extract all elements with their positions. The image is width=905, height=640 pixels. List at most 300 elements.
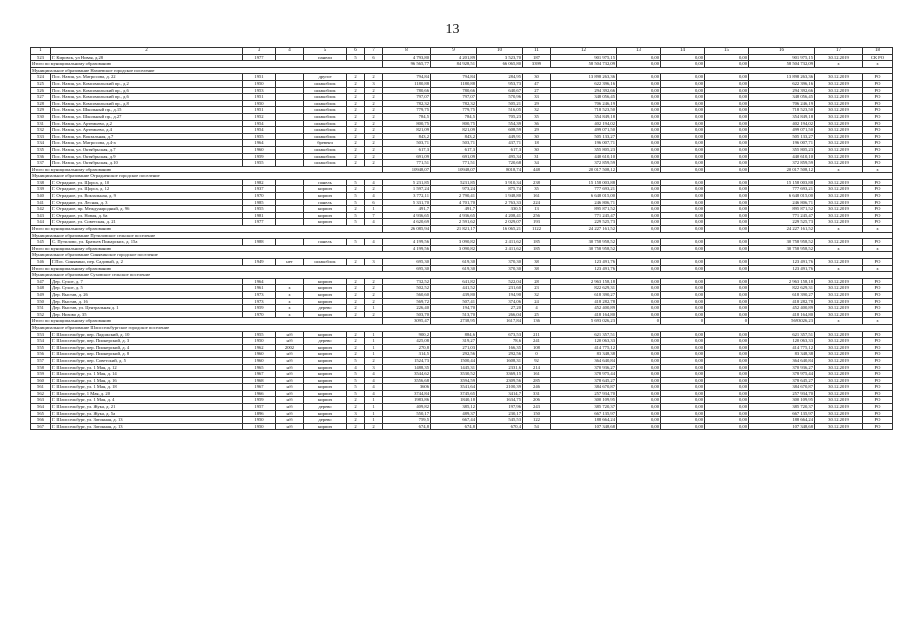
table-cell: шлакоблок: [304, 127, 347, 134]
table-cell: РО: [863, 285, 893, 292]
table-cell: 3414,7: [477, 390, 523, 397]
table-cell: 0,00: [705, 113, 749, 120]
table-cell: РО: [863, 107, 893, 114]
table-cell: 503,71: [383, 140, 431, 147]
table-cell: 505 133,27: [749, 133, 815, 140]
table-cell: 224: [523, 199, 551, 206]
table-cell: 107 348,68: [749, 423, 815, 430]
table-cell: 0,00: [705, 384, 749, 391]
table-cell: 566: [31, 417, 51, 424]
table-cell: 24: [523, 298, 551, 305]
table-cell: 1634,75: [477, 397, 523, 404]
table-cell: кирпич: [304, 219, 347, 226]
table-cell: 505,21: [477, 100, 523, 107]
table-cell: н/б: [276, 390, 304, 397]
table-cell: 161: [523, 371, 551, 378]
table-cell: РО: [863, 351, 893, 358]
table-cell: 2 790,41: [431, 193, 477, 200]
table-cell: Пос. Назия, ул. Октябрьская, д.10: [51, 160, 243, 167]
table-cell: 546: [31, 259, 51, 266]
table-cell: 2: [347, 80, 365, 87]
table-cell: н/б: [276, 364, 304, 371]
subtotal-cell: 370,30: [477, 265, 523, 272]
table-cell: 1180,88: [383, 80, 431, 87]
table-cell: 30.12.2019: [815, 140, 863, 147]
table-cell: 2: [347, 311, 365, 318]
table-cell: 618 390,27: [551, 291, 617, 298]
table-cell: 0,00: [661, 212, 705, 219]
subtotal-cell: 20 017 508,12: [551, 166, 617, 173]
table-cell: РО: [863, 80, 893, 87]
table-cell: Дер. Сухое, д. 5: [51, 285, 243, 292]
table-cell: 402 194,02: [749, 120, 815, 127]
table-row: [31, 351, 893, 358]
table-cell: 1 948,80: [477, 193, 523, 200]
table-cell: панели: [304, 54, 347, 61]
table-cell: 1: [365, 338, 383, 345]
table-cell: 0,00: [617, 113, 661, 120]
table-cell: [276, 87, 304, 94]
table-cell: 2: [365, 100, 383, 107]
table-cell: 378 975,44: [551, 371, 617, 378]
table-cell: Дер. Выстав, ул. Центральная д. 1: [51, 305, 243, 312]
table-cell: 364 640,84: [749, 357, 815, 364]
table-cell: 499 071,50: [749, 127, 815, 134]
table-cell: 30.12.2019: [815, 338, 863, 345]
subtotal-cell: 0,00: [617, 166, 661, 173]
subtotal-cell: 0: [661, 318, 705, 325]
table-cell: 640,67: [477, 87, 523, 94]
section-heading-row: [31, 324, 893, 331]
table-cell: 4 199,56: [383, 239, 431, 246]
table-cell: 1977: [243, 54, 276, 61]
table-cell: РО: [863, 87, 893, 94]
table-cell: дерево: [304, 338, 347, 345]
table-cell: 2: [347, 285, 365, 292]
table-cell: 372 859,59: [749, 160, 815, 167]
table-cell: 567: [31, 423, 51, 430]
table-cell: 194,70: [431, 305, 477, 312]
table-cell: 0,00: [705, 417, 749, 424]
table-cell: кирпич: [304, 410, 347, 417]
table-cell: Пос. Назия, ул. Школьный пр., д.15: [51, 107, 243, 114]
table-cell: 1950: [243, 80, 276, 87]
table-cell: 0,00: [705, 206, 749, 213]
table-cell: РО: [863, 113, 893, 120]
table-cell: 3: [347, 410, 365, 417]
table-row: [31, 390, 893, 397]
table-cell: РО: [863, 74, 893, 81]
table-cell: 314,5: [383, 351, 431, 358]
table-cell: 499 071,50: [551, 127, 617, 134]
table-row: [31, 371, 893, 378]
table-cell: 4 793,80: [383, 54, 431, 61]
subtotal-cell: 0,00: [661, 265, 705, 272]
subtotal-cell: x: [863, 245, 893, 252]
table-cell: 300 109,95: [551, 397, 617, 404]
table-cell: 47: [523, 80, 551, 87]
table-cell: 1 597,24: [383, 186, 431, 193]
table-cell: шлакоблок: [304, 80, 347, 87]
table-cell: 0,00: [661, 133, 705, 140]
table-cell: 374,06: [477, 298, 523, 305]
table-cell: 1957: [243, 404, 276, 411]
table-cell: [276, 278, 304, 285]
subtotal-cell: 619,30: [431, 265, 477, 272]
section-heading-row: [31, 173, 893, 180]
table-cell: н/б: [276, 384, 304, 391]
table-cell: 1983,86: [383, 397, 431, 404]
table-cell: 30.12.2019: [815, 357, 863, 364]
table-cell: 30.12.2019: [815, 331, 863, 338]
table-cell: 0,00: [617, 146, 661, 153]
table-cell: 0,00: [661, 298, 705, 305]
table-cell: 30.12.2019: [815, 305, 863, 312]
table-cell: 0,00: [617, 259, 661, 266]
table-cell: 30.12.2019: [815, 74, 863, 81]
table-cell: 0,00: [661, 364, 705, 371]
table-cell: 196 007,71: [749, 140, 815, 147]
table-cell: 6: [365, 54, 383, 61]
table-row: [31, 146, 893, 153]
table-cell: 618 390,27: [749, 291, 815, 298]
table-cell: 527: [31, 94, 51, 101]
table-cell: 1949: [243, 259, 276, 266]
table-cell: 539: [31, 186, 51, 193]
table-cell: 489,37: [431, 410, 477, 417]
table-cell: 4: [365, 390, 383, 397]
table-cell: 0,00: [661, 54, 705, 61]
subtotal-cell: 136: [523, 318, 551, 325]
table-cell: 378 645,27: [551, 377, 617, 384]
table-cell: 554: [31, 338, 51, 345]
table-cell: 0,00: [705, 390, 749, 397]
table-cell: 771,51: [383, 160, 431, 167]
subtotal-cell: x: [815, 61, 863, 68]
table-cell: Пос. Назия, ул. Матросова, д. 22: [51, 74, 243, 81]
table-cell: РО: [863, 364, 893, 371]
table-cell: 452 400,89: [749, 305, 815, 312]
table-cell: 150: [523, 410, 551, 417]
table-cell: 418 164,80: [749, 311, 815, 318]
table-cell: 35: [523, 186, 551, 193]
table-cell: 1967: [243, 371, 276, 378]
table-cell: 2: [365, 285, 383, 292]
table-cell: 0,00: [617, 54, 661, 61]
subtotal-row: [31, 245, 893, 252]
table-cell: 535: [31, 146, 51, 153]
table-cell: РО: [863, 291, 893, 298]
table-cell: 4 936,65: [431, 212, 477, 219]
table-cell: 1961: [243, 285, 276, 292]
table-cell: 617,3: [477, 146, 523, 153]
table-row: [31, 259, 893, 266]
table-cell: 641,82: [431, 278, 477, 285]
table-cell: 3544,62: [383, 371, 431, 378]
table-cell: н/б: [276, 338, 304, 345]
table-cell: 30.12.2019: [815, 351, 863, 358]
table-cell: 0,00: [617, 404, 661, 411]
table-cell: [276, 100, 304, 107]
table-cell: 2 963 158,18: [749, 278, 815, 285]
table-row: [31, 212, 893, 219]
table-cell: 0,00: [661, 94, 705, 101]
table-cell: РО: [863, 371, 893, 378]
table-cell: 4: [523, 305, 551, 312]
table-cell: Г. Отрадное, ул. Новая, д. 6а: [51, 212, 243, 219]
table-cell: РО: [863, 160, 893, 167]
table-cell: 6 648 015,00: [749, 193, 815, 200]
table-cell: 6 648 015,00: [551, 193, 617, 200]
table-cell: 27: [523, 87, 551, 94]
table-cell: 33: [523, 94, 551, 101]
table-cell: 30.12.2019: [815, 133, 863, 140]
table-row: [31, 80, 893, 87]
table-cell: 608,59: [477, 127, 523, 134]
table-cell: Дер. Сухое, д. 7: [51, 278, 243, 285]
subtotal-cell: 0,00: [661, 61, 705, 68]
table-cell: 5: [347, 377, 365, 384]
table-row: [31, 384, 893, 391]
table-cell: 2 963 158,18: [551, 278, 617, 285]
table-cell: шлакоблок: [304, 160, 347, 167]
table-cell: [276, 186, 304, 193]
section-heading: Муниципальное образование Суховское сельское поселение: [31, 272, 893, 279]
table-cell: 1960: [243, 351, 276, 358]
subtotal-cell: 58 504 732,09: [551, 61, 617, 68]
table-cell: 505 133,27: [551, 133, 617, 140]
table-cell: РО: [863, 199, 893, 206]
table-cell: 503,71: [431, 140, 477, 147]
page-number: 13: [445, 22, 460, 37]
column-number: 15: [705, 48, 749, 55]
table-cell: 797,07: [431, 94, 477, 101]
table-cell: 6: [365, 199, 383, 206]
table-row: [31, 278, 893, 285]
table-cell: 0,00: [617, 212, 661, 219]
table-cell: 895 871,52: [749, 206, 815, 213]
table-cell: 0,00: [661, 239, 705, 246]
table-cell: 784,5: [383, 113, 431, 120]
table-cell: РО: [863, 153, 893, 160]
table-cell: 35: [523, 113, 551, 120]
table-cell: 1959: [243, 305, 276, 312]
table-cell: 3556,68: [383, 377, 431, 384]
table-row: [31, 311, 893, 318]
table-cell: 532: [31, 127, 51, 134]
table-cell: 370,30: [477, 259, 523, 266]
table-row: [31, 54, 893, 61]
table-cell: 166,35: [477, 344, 523, 351]
table-cell: 246 806,71: [551, 199, 617, 206]
table-cell: 108: [523, 344, 551, 351]
column-number: 11: [523, 48, 551, 55]
subtotal-cell: 0,00: [617, 226, 661, 233]
table-cell: 3: [365, 364, 383, 371]
table-cell: 0,00: [705, 278, 749, 285]
table-cell: 30.12.2019: [815, 278, 863, 285]
table-cell: 3530,52: [431, 371, 477, 378]
subtotal-cell: 0,00: [705, 61, 749, 68]
table-cell: кирпич: [304, 390, 347, 397]
table-cell: 257 934,70: [749, 390, 815, 397]
table-row: [31, 94, 893, 101]
table-cell: 271,03: [431, 344, 477, 351]
table-cell: 30.12.2019: [815, 410, 863, 417]
table-cell: 292,56: [431, 351, 477, 358]
column-number: 18: [863, 48, 893, 55]
table-cell: 0,00: [705, 107, 749, 114]
table-cell: 270,8: [383, 344, 431, 351]
table-cell: 4: [365, 219, 383, 226]
table-cell: 562: [31, 390, 51, 397]
table-cell: РО: [863, 305, 893, 312]
subtotal-cell: 30 758 958,52: [551, 245, 617, 252]
table-cell: 30.12.2019: [815, 239, 863, 246]
table-cell: 0,00: [617, 410, 661, 417]
table-cell: 538: [31, 179, 51, 186]
table-cell: 0,00: [705, 285, 749, 292]
table-cell: 30.12.2019: [815, 113, 863, 120]
table-cell: x: [276, 298, 304, 305]
table-cell: 2: [365, 186, 383, 193]
table-cell: [276, 199, 304, 206]
table-cell: 0,00: [661, 291, 705, 298]
table-cell: 5: [347, 193, 365, 200]
table-cell: 691,09: [431, 153, 477, 160]
column-number: 10: [477, 48, 523, 55]
table-cell: 0,00: [617, 364, 661, 371]
table-cell: РО: [863, 397, 893, 404]
table-cell: 0,00: [661, 193, 705, 200]
table-cell: 385 720,37: [551, 404, 617, 411]
table-row: [31, 186, 893, 193]
table-cell: 284,95: [477, 74, 523, 81]
table-cell: 0,00: [705, 351, 749, 358]
table-cell: 1: [365, 404, 383, 411]
table-row: [31, 331, 893, 338]
table-cell: 1: [365, 397, 383, 404]
table-cell: 2: [365, 146, 383, 153]
table-cell: 2: [347, 113, 365, 120]
table-cell: [276, 127, 304, 134]
section-heading: Муниципальное образование Отрадненское городское поселение: [31, 173, 893, 180]
table-cell: РО: [863, 140, 893, 147]
table-cell: 285: [523, 377, 551, 384]
table-cell: 13: [523, 206, 551, 213]
table-cell: 0,00: [661, 384, 705, 391]
table-cell: [276, 74, 304, 81]
table-cell: 1954: [243, 127, 276, 134]
table-row: [31, 206, 893, 213]
table-cell: 0,00: [661, 140, 705, 147]
table-cell: 414 775,12: [749, 344, 815, 351]
table-cell: 528: [31, 100, 51, 107]
subtotal-cell: 123 491,76: [551, 265, 617, 272]
table-cell: [276, 160, 304, 167]
table-cell: 1960: [243, 146, 276, 153]
table-cell: 5: [347, 357, 365, 364]
table-cell: 0,00: [617, 94, 661, 101]
table-cell: 30.12.2019: [815, 100, 863, 107]
table-cell: 495,34: [477, 153, 523, 160]
table-cell: 230,17: [477, 410, 523, 417]
table-cell: 30.12.2019: [815, 186, 863, 193]
table-cell: 2: [347, 298, 365, 305]
table-cell: 2: [365, 311, 383, 318]
subtotal-cell: x: [863, 166, 893, 173]
table-cell: 1955: [243, 160, 276, 167]
table-cell: [276, 219, 304, 226]
table-cell: 2: [365, 298, 383, 305]
table-row: [31, 199, 893, 206]
table-cell: 3 090,82: [431, 239, 477, 246]
table-cell: 0,00: [617, 193, 661, 200]
table-cell: 30.12.2019: [815, 371, 863, 378]
table-cell: 1: [365, 305, 383, 312]
table-cell: 800,75: [431, 120, 477, 127]
table-cell: шлакоблок: [304, 259, 347, 266]
section-heading: Муниципальное образование Путиловское сельское поселение: [31, 232, 893, 239]
column-number: 8: [383, 48, 431, 55]
table-cell: [276, 113, 304, 120]
table-cell: кирпич: [304, 331, 347, 338]
subtotal-cell: 96 565,77: [383, 61, 431, 68]
table-cell: [276, 193, 304, 200]
table-cell: 1488,35: [383, 364, 431, 371]
table-cell: 525: [31, 80, 51, 87]
table-cell: РО: [863, 127, 893, 134]
table-cell: 30.12.2019: [815, 206, 863, 213]
table-cell: дерево: [304, 305, 347, 312]
table-cell: 3541,64: [431, 384, 477, 391]
table-cell: дерево: [304, 417, 347, 424]
table-cell: РО: [863, 100, 893, 107]
table-cell: 2: [347, 344, 365, 351]
table-cell: 536: [31, 153, 51, 160]
table-cell: 558: [31, 364, 51, 371]
table-cell: 256: [523, 212, 551, 219]
table-cell: 292,56: [477, 351, 523, 358]
table-cell: 673,53: [477, 331, 523, 338]
table-cell: [276, 54, 304, 61]
table-cell: 384 670,87: [749, 384, 815, 391]
table-row: [31, 404, 893, 411]
table-cell: 2: [347, 291, 365, 298]
table-cell: 0,00: [617, 423, 661, 430]
table-cell: 1959: [243, 397, 276, 404]
table-row: [31, 417, 893, 424]
table-cell: 0,00: [617, 311, 661, 318]
subtotal-cell: 0,00: [705, 265, 749, 272]
table-cell: 3: [365, 259, 383, 266]
subtotal-row: [31, 166, 893, 173]
table-cell: 674,8: [431, 423, 477, 430]
table-body: [31, 48, 893, 430]
table-cell: 0,00: [617, 305, 661, 312]
table-cell: Пос. Назия, ул. Комсомольский пр., д.8: [51, 100, 243, 107]
table-cell: 667 135,97: [551, 410, 617, 417]
table-cell: 559: [31, 371, 51, 378]
table-cell: дерево: [304, 404, 347, 411]
table-cell: 449,91: [477, 133, 523, 140]
table-cell: 2: [365, 113, 383, 120]
table-cell: 0,00: [617, 100, 661, 107]
table-cell: 0,00: [617, 206, 661, 213]
table-cell: 30.12.2019: [815, 404, 863, 411]
table-cell: 4: [347, 364, 365, 371]
table-cell: 2 411,62: [477, 239, 523, 246]
